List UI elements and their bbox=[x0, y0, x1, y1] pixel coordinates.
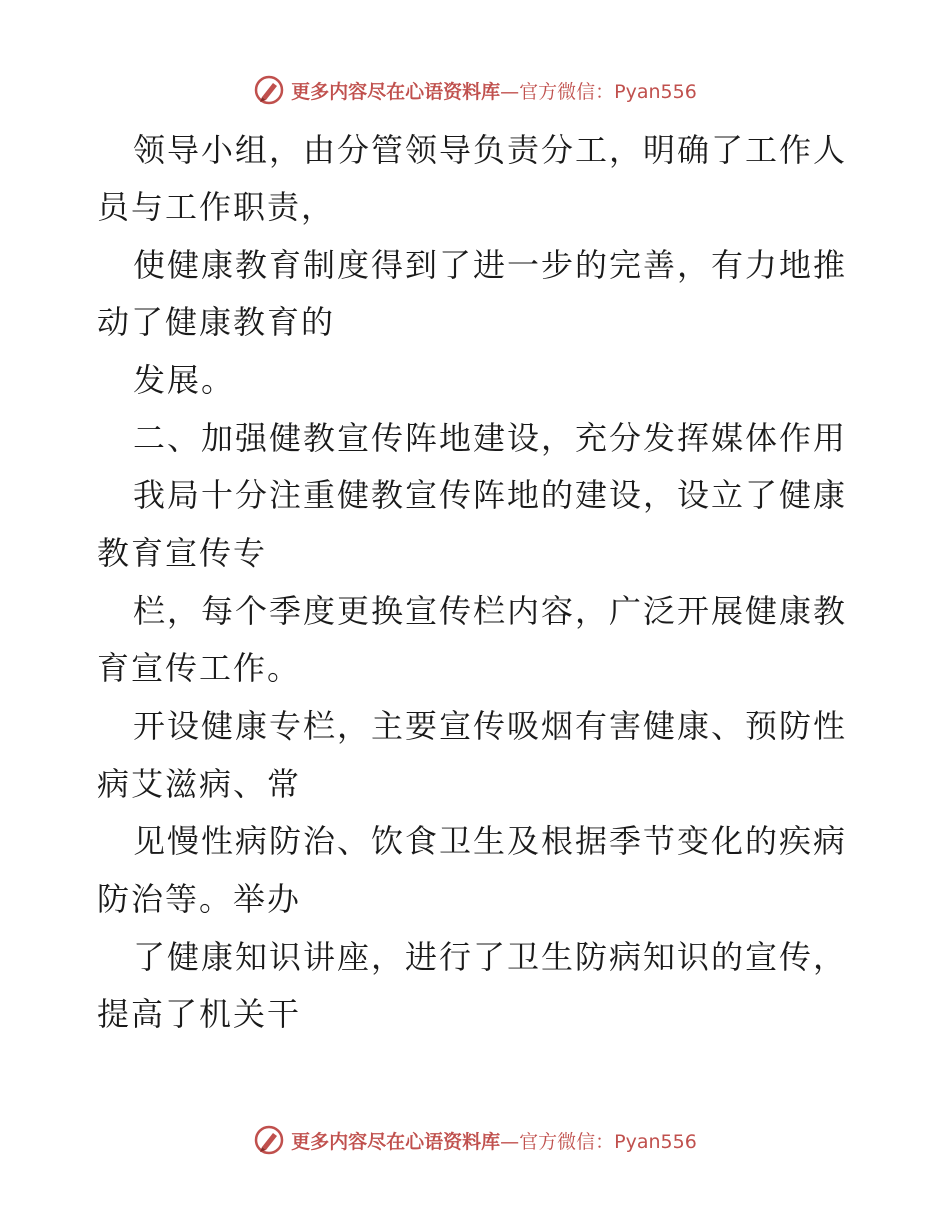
body-line: 育宣传工作。 bbox=[97, 649, 302, 687]
body-line: 动了健康教育的 bbox=[97, 303, 336, 341]
watermark-text: 更多内容尽在心语资料库 bbox=[291, 1130, 501, 1153]
body-line: 栏，每个季度更换宣传栏内容，广泛开展健康教 bbox=[133, 592, 848, 630]
body-line: 防治等。举办 bbox=[97, 880, 302, 918]
pen-logo-icon bbox=[253, 1124, 285, 1156]
footer-watermark bbox=[0, 1120, 950, 1160]
header-watermark bbox=[0, 70, 950, 110]
body-line: 了健康知识讲座，进行了卫生防病知识的宣传， bbox=[133, 938, 848, 976]
pen-logo-icon bbox=[253, 74, 285, 106]
section-heading: 二、加强健教宣传阵地建设，充分发挥媒体作用 bbox=[133, 419, 848, 457]
watermark-suffix: —官方微信：Pyan556 bbox=[500, 80, 697, 103]
body-line: 教育宣传专 bbox=[97, 534, 268, 572]
watermark-suffix: —官方微信：Pyan556 bbox=[500, 1130, 697, 1153]
body-line: 我局十分注重健教宣传阵地的建设，设立了健康 bbox=[133, 476, 848, 514]
watermark-text: 更多内容尽在心语资料库 bbox=[291, 80, 501, 103]
body-line: 提高了机关干 bbox=[97, 995, 302, 1033]
body-line: 见慢性病防治、饮食卫生及根据季节变化的疾病 bbox=[133, 822, 848, 860]
body-line: 领导小组，由分管领导负责分工，明确了工作人 bbox=[133, 131, 848, 169]
body-line: 病艾滋病、常 bbox=[97, 765, 302, 803]
body-line: 员与工作职责， bbox=[97, 188, 336, 226]
body-line: 使健康教育制度得到了进一步的完善，有力地推 bbox=[133, 246, 848, 284]
body-line: 开设健康专栏，主要宣传吸烟有害健康、预防性 bbox=[133, 707, 848, 745]
body-line: 发展。 bbox=[133, 361, 236, 399]
